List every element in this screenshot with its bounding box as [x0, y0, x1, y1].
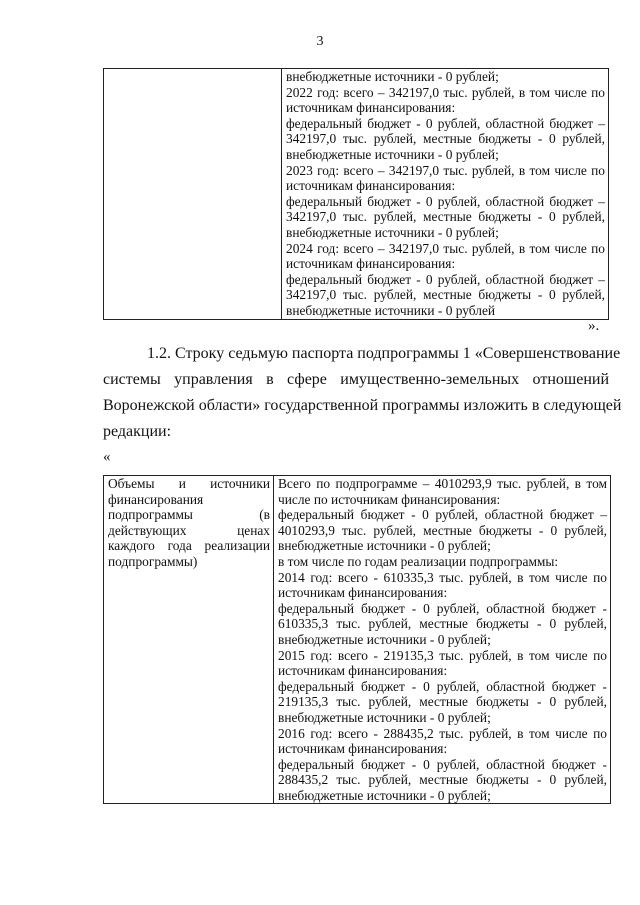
table-line: 342197,0 тыс. рублей, местные бюджеты - 0 рублей,	[286, 287, 605, 303]
table-line: Объемы и источники	[108, 476, 270, 491]
table-line: 2023 год: всего – 342197,0 тыс. рублей, в том числе по	[286, 162, 605, 178]
page-number: 3	[316, 34, 324, 49]
table-line: 2022 год: всего – 342197,0 тыс. рублей, в том числе по	[286, 84, 605, 100]
table-line: федеральный бюджет - 0 рублей, областной бюджет –	[286, 115, 605, 131]
table-line: источникам финансирования:	[278, 585, 448, 601]
paragraph-line: 1.2. Строку седьмую паспорта подпрограммы 1 «Совершенствование	[147, 345, 621, 362]
table-row	[104, 476, 611, 804]
top-table-right-cell	[282, 69, 609, 320]
top-financing-table	[103, 68, 609, 320]
table-line: 2014 год: всего - 610335,3 тыс. рублей, в том числе по	[278, 569, 607, 585]
table-line: внебюджетные источники - 0 рублей;	[278, 787, 491, 803]
table-line: федеральный бюджет - 0 рублей, областной бюджет –	[278, 507, 607, 523]
table-line: федеральный бюджет - 0 рублей, областной бюджет –	[286, 193, 605, 209]
table-line: источникам финансирования:	[278, 663, 448, 679]
table-line: 342197,0 тыс. рублей, местные бюджеты - 0 рублей,	[286, 131, 605, 147]
table-line: в том числе по годам реализации подпрограммы:	[278, 553, 559, 569]
bottom-table-right-cell	[274, 476, 611, 804]
table-line: подпрограммы (в	[108, 507, 270, 523]
table-line: федеральный бюджет - 0 рублей, областной бюджет –	[286, 271, 605, 287]
bottom-table-left-cell	[104, 476, 274, 804]
table-line: числе по источникам финансирования:	[278, 491, 501, 507]
table-line: подпрограммы)	[108, 553, 198, 569]
table-line: 2015 год: всего - 219135,3 тыс. рублей, в том числе по	[278, 647, 607, 663]
table-line: 2016 год: всего - 288435,2 тыс. рублей, в том числе по	[278, 725, 607, 741]
table-line: федеральный бюджет - 0 рублей, областной бюджет -	[278, 678, 607, 694]
table-line: внебюджетные источники - 0 рублей;	[286, 146, 499, 162]
table-line: 2024 год: всего – 342197,0 тыс. рублей, в том числе по	[286, 240, 605, 256]
paragraph-line: Воронежской области» государственной программы изложить в следующей	[103, 397, 622, 414]
table-row	[104, 69, 609, 320]
table-line: 610335,3 тыс. рублей, местные бюджеты - 0 рублей,	[278, 616, 607, 632]
table-line: внебюджетные источники - 0 рублей;	[278, 709, 491, 725]
paragraph-line: системы управления в сфере имущественно-земельных отношений	[103, 371, 609, 388]
table-line: внебюджетные источники - 0 рублей;	[286, 224, 499, 240]
table-line: 219135,3 тыс. рублей, местные бюджеты - 0 рублей,	[278, 694, 607, 710]
closing-quote: ».	[588, 318, 600, 334]
table-line: 288435,2 тыс. рублей, местные бюджеты - 0 рублей,	[278, 772, 607, 788]
table-line: 342197,0 тыс. рублей, местные бюджеты - 0 рублей,	[286, 209, 605, 225]
table-line: источникам финансирования:	[286, 178, 456, 194]
opening-quote: «	[103, 449, 111, 465]
table-line: источникам финансирования:	[278, 741, 448, 757]
table-line: Всего по подпрограмме – 4010293,9 тыс. рублей, в том	[278, 476, 607, 491]
table-line: внебюджетные источники - 0 рублей;	[278, 538, 491, 554]
table-line: каждого года реализации	[108, 538, 270, 554]
table-line: финансирования	[108, 491, 204, 507]
table-line: источникам финансирования:	[286, 256, 456, 272]
table-line: 4010293,9 тыс. рублей, местные бюджеты - 0 рублей,	[278, 522, 607, 538]
paragraph-line: редакции:	[103, 423, 172, 440]
amendment-paragraph	[103, 341, 622, 445]
table-line: федеральный бюджет - 0 рублей, областной бюджет -	[278, 756, 607, 772]
table-line: источникам финансирования:	[286, 100, 456, 116]
table-line: внебюджетные источники - 0 рублей;	[278, 631, 491, 647]
table-line: федеральный бюджет - 0 рублей, областной бюджет -	[278, 600, 607, 616]
table-line: действующих ценах	[108, 522, 270, 538]
top-table-left-cell	[104, 69, 282, 320]
table-line: внебюджетные источники - 0 рублей;	[286, 69, 499, 84]
table-line: внебюджетные источники - 0 рублей	[286, 302, 496, 318]
bottom-financing-table	[103, 475, 611, 804]
